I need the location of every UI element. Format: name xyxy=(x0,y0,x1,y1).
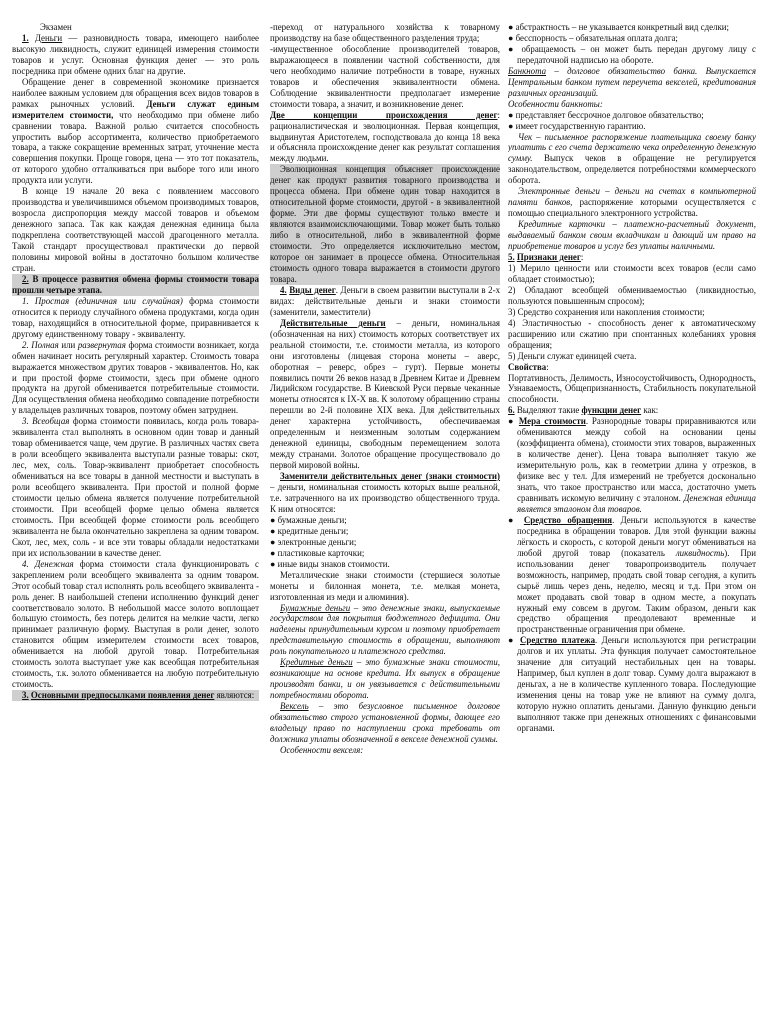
text: обращаемость – он может быть передан другому лицу с передаточной надписью на обороте. xyxy=(517,43,756,65)
text: форма стоимости возникает, когда обмен начинает носить регулярный характер. Стоимость товара выражается множеством других товаров - эквивалентов. Но, как и при простой форме стоимости, здесь при обмене одного продукта на другой обменивается потребительные стоимости. Для осуществления обмена необходимо совпадение потребности у владельцев различных товаров, поэтому обмен затруднен. xyxy=(12,339,259,416)
bill-feature xyxy=(508,22,756,33)
paragraph-circulation xyxy=(12,77,259,187)
list-text: электронные деньги; xyxy=(277,536,357,547)
real-money xyxy=(270,318,500,471)
sign-item: 4) Эластичностью - способность денег к автоматическому расширению или сжатию при спонтанных колебаниях уровня обращения; xyxy=(508,317,756,350)
bullet-icon: ● xyxy=(508,416,516,427)
bold-phrase: Деньги служат единым измерителем стоимости, xyxy=(12,98,259,120)
term-paper-money: Бумажные деньги xyxy=(280,602,351,613)
list-text: пластиковые карточки; xyxy=(277,547,365,558)
term-real-money: Действительные деньги xyxy=(280,317,386,328)
text: форма стоимости появилась, когда роль товара-эквивалента стал выполнять в основном один товар и данный товар обменивается чаще, чем другие. В различных частях света в роли всеобщего эквивалента выступали разные товары: скот, лес, мех, соль. Товар-эквивалент приобретает способность обмениваться на все товары в данной местности и выступать в роли всеобщего эквивалента. При простой и полной форме стоимости целью обмена является получение потребительной стоимости. При всеобщей форме целью обмена является стоимость. При всеобщей форме стоимости роль всеобщего эквивалента не была окончательно закреплена за одним товаром. Скот, лес, мех, соль - и все эти товары обладали недостатками при их использовании в качестве денег. xyxy=(12,416,259,558)
sign-item: 2) Обладают всеобщей обмениваемостью (ликвидностью, пользуются повышенным спросом); xyxy=(508,284,756,306)
text: . Деньги в своем развитии выступали в 2-х видах: действительные деньги и знаки стоимости (заменители, заместители) xyxy=(270,284,500,317)
text: ликвидность xyxy=(675,547,725,558)
column-2 xyxy=(270,22,500,1018)
sign-item: 5) Деньги служат единицей счета. xyxy=(508,350,637,361)
list-item xyxy=(270,537,500,548)
bullet-icon: ● xyxy=(508,120,514,131)
section-3-heading xyxy=(12,690,259,701)
text: Обращение денег в современной экономике признается наиболее важным условием для обращения всех видов товаров в рамках рыночных условий. xyxy=(12,76,259,109)
bullet-icon: ● xyxy=(508,22,514,32)
function-name: Средство обращения xyxy=(523,514,613,525)
form-money xyxy=(12,559,259,690)
function-name: Средство платежа xyxy=(520,635,596,646)
prerequisite-1: -переход от натурального хозяйства к товарному производству на базе общественного разделения труда; xyxy=(270,22,500,43)
section-2-heading xyxy=(12,274,259,296)
section-number: 4. xyxy=(280,284,287,295)
section-1-money xyxy=(12,33,259,77)
text: как: xyxy=(641,405,659,416)
function-payment xyxy=(508,635,756,734)
list-item xyxy=(270,526,500,537)
text: – письменное распоряжение плательщика своему банку уплатить с его счета держателю чека определенную денежную сумму. xyxy=(508,131,756,164)
function-measure xyxy=(508,416,756,515)
banknote-feature xyxy=(508,110,756,121)
concepts-heading: Две концепции происхождения денег xyxy=(270,109,498,120)
properties-heading xyxy=(508,362,756,373)
form-name: 1. Простая (единичная или случайная) xyxy=(22,295,183,306)
exam-title: Экзамен xyxy=(40,22,72,32)
term-credit-money: Кредитные деньги xyxy=(280,657,353,668)
section-number: 1. xyxy=(22,32,29,43)
section-5-heading xyxy=(508,252,756,263)
column-3 xyxy=(508,22,756,1018)
properties-label: Свойства xyxy=(508,361,547,372)
banknote-feature xyxy=(508,121,756,132)
text: имеет государственную гарантию. xyxy=(515,120,646,131)
evolution-concept: Эволюционная концепция объясняет происхождение денег как продукт развития товарного производства и процесса обмена. При обмене один товар находится в относительной форме стоимости, другой - в эквивалентной форме. Эти две формы существуют только вместе и являются взаимоисключающими. Товар может быть только либо в относительной, либо в эквивалентной форме стоимости. Это определяется исключительно местом, которое он занимает в процессе обмена. Относительная стоимость одного товара выражается в стоимости другого товара. xyxy=(270,164,500,284)
bill-features-label: Особенности векселя: xyxy=(280,744,364,755)
section-text: В процессе развития обмена формы стоимости товара прошли четыре этапа. xyxy=(12,273,259,295)
banknote xyxy=(508,66,756,99)
text: форма стоимости относится к периоду случайного обмена продуктами, когда один товар, находящийся в относительной форме, приравнивается к другому единственному товару - эквиваленту. xyxy=(12,295,259,339)
text: ). При использовании денег товаропроизводитель получает возможность, например, продать свой товар сегодня, а купить сырьё лишь через день, неделю, месяц и т.д. При этом он может продавать свой товар в одном месте, а покупать нужный ему совсем в другом. Таким образом, деньги как средство обращения преодолевают временные и пространственные ограничения при обмене. xyxy=(517,547,756,635)
credit-cards xyxy=(508,219,756,252)
term-banknote: Банкнота xyxy=(508,65,547,76)
list-item xyxy=(270,559,500,570)
section-6-heading xyxy=(508,405,756,416)
text: абстрактность – не указывается конкретный вид сделки; xyxy=(515,22,730,32)
substitutes xyxy=(270,471,500,515)
text: . Деньги используются при регистрации долгов и их уплаты. Эта функция получает самостоятельное значение для ситуаций нестабильных цен на товары. Например, был куплен в долг товар. Сумму долга выражают в деньгах, а не в количестве купленного товара. Последующие изменения цены на товар уже не влияют на сумму долга, которую нужно оплатить деньгами. Данную функцию деньги выполняют также при денежных отношениях с финансовыми органами. xyxy=(517,635,756,733)
text: . Деньги используются в качестве посредника в обращении товаров. Для этой функции важны лёгкость и скорость, с которой деньги могут обмениваться на любой другой товар (показатель xyxy=(517,514,756,558)
text: форма стоимости стала функционировать с закреплением роли всеобщего эквивалента за одним товаром. Этот особый товар стал исполнять роль всеобщего эквивалента - роль денег. В наибольшей степени исполнению функций денег соответствовало золото. В небольшой массе золото воплощает большую стоимость, без потерь делится на мелкие части, легко принимает различную форму. Выступая в роли денег, золото становится общим измерителем стоимости всех товаров, обменивается на любой другой товар. Потребительная стоимость золота выступает уже как всеобщая потребительная стоимость, т.к. золото обменивается на любую потребительную стоимость. xyxy=(12,558,259,690)
text: бесспорность – обязательная оплата долга; xyxy=(515,32,678,43)
form-simple xyxy=(12,296,259,340)
bill-of-exchange xyxy=(270,701,500,745)
bullet-icon: ● xyxy=(508,109,514,120)
bullet-icon: ● xyxy=(508,635,516,646)
prerequisite-2: -имущественное обособление производителей товаров, выражающееся в появлении частной собственности, для чего необходимо наличие потребности в товаре, нужных товаров и обеспечения эквивалентности обмена. Соблюдение эквивалентности предполагает измерение стоимости товара, а значит, и возникновение денег. xyxy=(270,43,500,109)
section-heading: Виды денег xyxy=(289,284,336,295)
section-text: — разновидность товара, имеющего наиболее высокую ликвидность, служит единицей измерения стоимости товаров и услуг. Основная функция денег — это роль посредника при обмене одних благ на другие. xyxy=(12,32,259,76)
banknote-features-label: Особенности банкноты: xyxy=(508,98,603,109)
bullet-icon: ● xyxy=(270,514,276,525)
paragraph-history: В конце 19 начале 20 века с появлением массового производства и увеличившимся объемом производимых товаров, возросла диспропорция между массой товаров и объемом денежного запаса. Так как каждая денежная единица была подкреплена соответствующей массой драгоценного металла. Такой стандарт просуществовал практически до первой половины мировой войны в достаточно большом количестве стран. xyxy=(12,186,259,273)
form-name-alt: развернутая xyxy=(77,339,126,350)
section-number: 5. xyxy=(508,252,515,263)
form-full xyxy=(12,340,259,417)
bullet-icon: ● xyxy=(270,547,276,558)
section-number: 2. xyxy=(22,273,29,284)
text: – платежно-расчетный документ, выдаваемый банком своим вкладчикам и дающий им право на приобретение товаров и услуг без уплаты наличными. xyxy=(508,219,756,252)
term-bill: Вексель xyxy=(280,701,309,712)
list-text: кредитные деньги; xyxy=(277,525,349,536)
form-name: 4. Денежная xyxy=(22,558,74,569)
term-money: Деньги xyxy=(34,32,63,43)
section-4-types xyxy=(270,285,500,318)
section-heading: Признаки денег xyxy=(516,252,581,263)
section-number: 3. xyxy=(22,690,29,701)
list-text: бумажные деньги; xyxy=(277,514,347,525)
text: распоряжение которыми осуществляется с помощью специального электронного устройства. xyxy=(508,197,756,219)
check xyxy=(508,132,756,187)
sign-item: 3) Средство сохранения или накопления стоимости; xyxy=(508,306,705,317)
text: что необходимо при обмене либо сравнении товара. Важной ролью считается способность упростить выбор ассортимента, количество приобретаемого товара, а также сокращение временных затрат, уточнение места совершения покупки. Проще говоря, цена — это тот показатель, от которого удобно отталкиваться при выборе того или иного продукта или услуги. xyxy=(12,109,259,186)
paper-money xyxy=(270,603,500,658)
bullet-icon: ● xyxy=(270,536,276,547)
term-cards: Кредитные карточки xyxy=(518,219,606,230)
types-list xyxy=(270,515,500,570)
form-name: 2. Полная xyxy=(22,339,59,350)
metal-signs: Металлические знаки стоимости (стершиеся золотые монеты и билонная монета, т.е. мелкая монета, изготовленная из меди и алюминия). xyxy=(270,569,500,602)
section-text: Основными предпосылками появления денег xyxy=(30,690,215,701)
bill-feature xyxy=(508,33,756,44)
form-general xyxy=(12,416,259,558)
text: – деньги, номинальная (обозначенная на них) стоимость которых соответствует их реальной стоимости, т.е. стоимости металла, из которого они изготовлены (лицевая сторона монеты – аверс, оборотная – реверс, обрез – гурт). Первые монеты появились почти 26 веков назад в Древнем Китае и Древнем Лидийском государстве. В Киевской Руси первые чеканные монеты относятся к IX-X вв. К золотому обращению страны перешли во 2-й половине XIX века. Для действительных денег характерна устойчивость, обеспечиваемая определенным и неизменным золотым содержанием денежной единицы, свободным перемещением золота между странами. Золотое обращение просуществовало до первой мировой войны. xyxy=(270,317,500,471)
bullet-icon: ● xyxy=(270,558,276,569)
section-number: 6. xyxy=(508,405,515,416)
text: или xyxy=(58,339,78,350)
text: являются: xyxy=(214,690,255,701)
bullet-icon: ● xyxy=(508,43,517,54)
section-heading: функции денег xyxy=(581,405,642,416)
term-substitutes: Заменители действительных денег (знаки стоимости) xyxy=(280,471,500,482)
list-item xyxy=(270,515,500,526)
bullet-icon: ● xyxy=(270,525,276,536)
form-name: 3. Всеобщая xyxy=(22,416,70,427)
text: : рационалистическая и эволюционная. Первая концепция, выдвинутая Аристотелем, господствовала до конца 18 века и объясняла происхождение денег как результат соглашения между людьми. xyxy=(270,109,500,164)
list-item xyxy=(270,548,500,559)
function-circulation xyxy=(508,515,756,635)
text: – деньги, номинальная стоимость которых выше реальной, т.е. затраченного на их производство общественного труда. К ним относятся: xyxy=(270,482,500,514)
function-name: Мера стоимости xyxy=(518,416,586,427)
bullet-icon: ● xyxy=(508,514,518,525)
column-1 xyxy=(12,22,259,1018)
text: : xyxy=(546,361,549,372)
concepts-paragraph xyxy=(270,110,500,165)
term-emoney: Электронные деньги xyxy=(518,186,600,197)
text: – долговое обязательство банка. Выпускается Центральным банком путем переучета векселей, кредитования различных организаций. xyxy=(508,65,756,98)
text: . Разнородные товары приравниваются или обмениваются между собой на основании цены (коэффициента обмена), стоимости этих товаров, выраженных в количестве денег). Цена товара выполняет такую же измерительную роль, как в геометрии длина у отрезков, в физике вес у тел. Для измерений не требуется досконально знать, что такое пространство или масса, достаточно уметь сравнивать искомую величину с эталоном. xyxy=(517,416,756,503)
credit-money xyxy=(270,657,500,701)
list-text: иные виды знаков стоимости. xyxy=(277,558,390,569)
text: Денежная единица является эталоном для товаров. xyxy=(517,492,756,514)
properties-text: Портативность, Делимость, Износоустойчивость, Однородность, Узнаваемость, Общепризнанность, Стабильность покупательной способности. xyxy=(508,372,756,405)
text: : xyxy=(580,252,584,263)
text: – это безусловное письменное долговое обязательство строго установленной формы, дающее его владельцу право по наступлении срока требовать от должника уплаты обозначенной в векселе денежной суммы. xyxy=(270,701,500,744)
bill-feature xyxy=(508,44,756,66)
electronic-money xyxy=(508,186,756,219)
text: представляет бессрочное долговое обязательство; xyxy=(515,109,704,120)
term-check: Чек xyxy=(518,131,533,142)
text: Выпуск чеков в обращение не регулируется законодательством, определяется потребностями коммерческого оборота. xyxy=(508,153,756,186)
bullet-icon: ● xyxy=(508,32,514,43)
text: – деньги на счетах в компьютерной памяти банков, xyxy=(508,186,756,208)
sign-item: 1) Мерило ценности или стоимости всех товаров (если само обладает стоимостью); xyxy=(508,262,756,284)
text: Выделяют такие xyxy=(516,405,582,416)
text: – это бумажные знаки стоимости, возникающие на основе кредита. Их выпуск в обращение производят банки, и он увязывается с действительными потребностями оборота. xyxy=(270,657,500,701)
text: – это денежные знаки, выпускаемые государством для покрытия бюджетного дефицита. Они наделены принудительным курсом и поэтому приобретает представительную стоимость в обращении, выполняют роль покупательного и платежного средства. xyxy=(270,602,500,657)
